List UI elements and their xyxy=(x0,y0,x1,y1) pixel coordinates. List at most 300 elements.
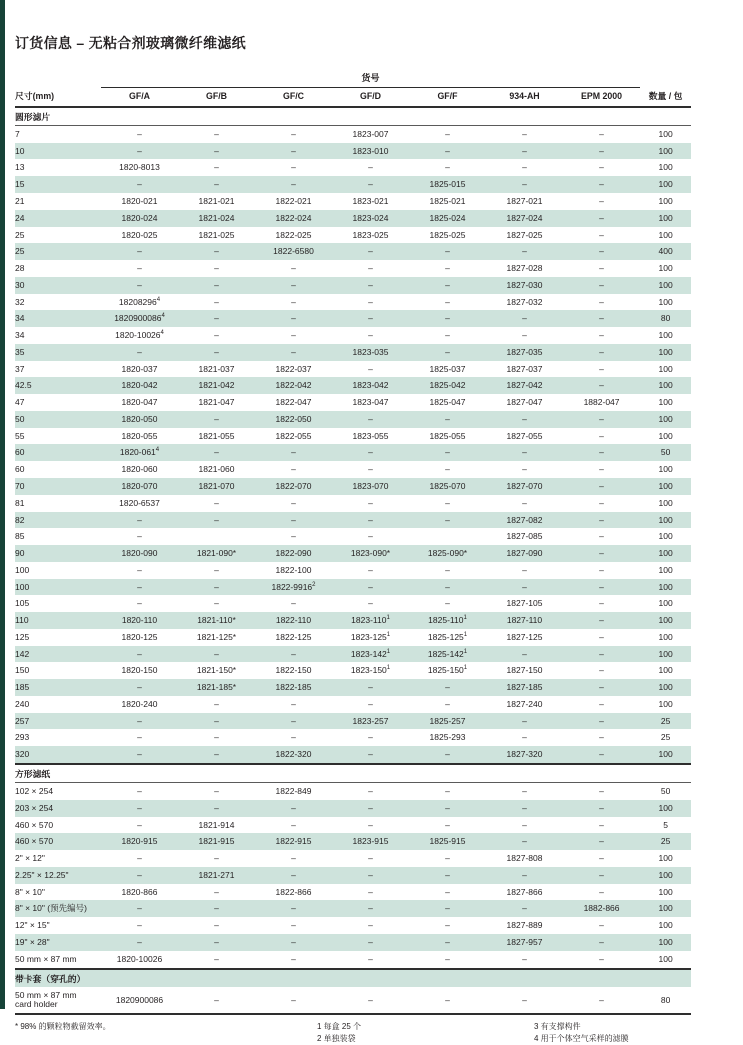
code-cell: 1827-105 xyxy=(506,598,543,609)
code-cell: 1823-021 xyxy=(352,195,389,206)
code-cell: – xyxy=(332,867,409,884)
code-cell: – xyxy=(563,176,640,193)
footnote-3: 3 有支撑构件 xyxy=(534,1022,581,1032)
code-cell: – xyxy=(563,478,640,495)
code-cell: – xyxy=(178,800,255,817)
code-cell: – xyxy=(137,819,142,830)
code-cell: 1820-070 xyxy=(101,478,178,495)
code-cell: $1823-125^1$ xyxy=(350,631,391,642)
code-cell: – xyxy=(214,698,219,709)
code-cell: – xyxy=(445,464,450,475)
qty-cell: 100 xyxy=(658,363,673,374)
code-cell: – xyxy=(291,598,296,609)
code-cell: – xyxy=(368,920,373,931)
code-cell: 1820-866 xyxy=(121,886,158,897)
code-cell: 1823-047 xyxy=(352,397,389,408)
code-cell: – xyxy=(522,464,527,475)
code-cell: – xyxy=(599,363,604,374)
code-cell: 1823-007 xyxy=(352,128,389,139)
code-cell: – xyxy=(445,953,450,964)
code-cell: 1827-957 xyxy=(486,934,563,951)
code-cell: – xyxy=(409,444,486,461)
code-cell: 1820-6537 xyxy=(119,497,160,508)
code-cell: 1821-915 xyxy=(178,833,255,850)
code-cell: 1821-055 xyxy=(198,430,235,441)
code-cell: 1823-035 xyxy=(332,344,409,361)
code-cell: 1822-050 xyxy=(255,411,332,428)
code-cell: – xyxy=(486,444,563,461)
code-cell: $1823-142^1$ xyxy=(332,646,409,663)
code-cell: – xyxy=(214,296,219,307)
code-cell: 1823-257 xyxy=(332,713,409,730)
size-cell: 60 xyxy=(15,464,25,475)
code-cell: – xyxy=(522,732,527,743)
code-cell: 1820-021 xyxy=(121,195,158,206)
code-cell: 1820-042 xyxy=(101,377,178,394)
size-cell: 125 xyxy=(15,631,30,642)
code-cell: – xyxy=(563,277,640,294)
qty-cell: 100 xyxy=(658,631,673,642)
code-cell: $1823-150^1$ xyxy=(350,665,391,676)
code-cell: 1827-042 xyxy=(486,377,563,394)
code-cell: – xyxy=(291,330,296,341)
qty-cell: 100 xyxy=(640,612,691,629)
table-row xyxy=(15,125,691,142)
code-cell: 1827-808 xyxy=(506,853,543,864)
qty-cell: 100 xyxy=(658,195,673,206)
code-cell: – xyxy=(486,867,563,884)
code-cell: – xyxy=(291,920,296,931)
code-cell: – xyxy=(178,746,255,764)
size-cell: 28 xyxy=(15,263,25,274)
code-cell: – xyxy=(409,746,486,764)
table-row xyxy=(15,143,691,160)
code-cell: – xyxy=(563,679,640,696)
column-header-gfc: GF/C xyxy=(255,88,332,107)
code-cell: – xyxy=(101,176,178,193)
code-cell: – xyxy=(291,296,296,307)
code-cell: – xyxy=(368,953,373,964)
code-cell: – xyxy=(332,310,409,327)
table-row xyxy=(15,210,691,227)
code-cell: 1827-032 xyxy=(506,296,543,307)
table-row xyxy=(15,746,691,764)
code-cell: – xyxy=(255,867,332,884)
code-cell: – xyxy=(178,444,255,461)
code-cell: 1822-024 xyxy=(255,210,332,227)
code-cell: 1827-185 xyxy=(486,679,563,696)
code-cell: – xyxy=(332,243,409,260)
size-cell: 2" × 12" xyxy=(15,853,45,864)
qty-cell: 100 xyxy=(658,531,673,542)
code-cell: – xyxy=(101,243,178,260)
section-header-row xyxy=(15,107,691,126)
code-cell: – xyxy=(409,143,486,160)
code-cell: – xyxy=(101,512,178,529)
code-cell: – xyxy=(522,330,527,341)
qty-cell: 50 xyxy=(660,786,671,797)
code-cell: – xyxy=(368,330,373,341)
footnote-1: 1 每盒 25 个 xyxy=(317,1022,362,1032)
code-cell: – xyxy=(445,994,450,1005)
code-cell: – xyxy=(368,531,373,542)
table-row xyxy=(15,377,691,394)
table-row xyxy=(15,193,691,210)
size-cell: 102 × 254 xyxy=(15,786,54,797)
table-row xyxy=(15,528,691,545)
table-row xyxy=(15,783,691,800)
code-cell xyxy=(178,528,255,545)
code-cell: – xyxy=(486,411,563,428)
code-cell: $1823-110^1$ xyxy=(332,612,409,629)
table-row xyxy=(15,260,691,277)
code-cell: – xyxy=(599,853,604,864)
code-cell: – xyxy=(599,564,604,575)
code-cell: 1821-914 xyxy=(198,819,235,830)
footnote-4: 4 用于个体空气采样的滤膜 xyxy=(534,1034,629,1044)
qty-cell: 100 xyxy=(640,377,691,394)
size-cell: 50 mm × 87 mm xyxy=(15,953,77,964)
table-row xyxy=(15,495,691,512)
code-cell: 1823-024 xyxy=(332,210,409,227)
code-cell: 1821-025 xyxy=(198,229,235,240)
code-cell: – xyxy=(563,746,640,764)
code-cell: 1820-240 xyxy=(121,698,158,709)
code-cell: – xyxy=(368,464,373,475)
code-cell: 1820-10026$^4$ xyxy=(115,330,164,341)
code-cell: 1821-042 xyxy=(178,377,255,394)
qty-cell: 100 xyxy=(640,934,691,951)
table-row xyxy=(15,461,691,478)
qty-cell: 25 xyxy=(660,732,671,743)
code-cell: – xyxy=(255,176,332,193)
code-cell: – xyxy=(599,598,604,609)
code-cell: – xyxy=(101,679,178,696)
code-cell: 1821-070 xyxy=(178,478,255,495)
code-cell: – xyxy=(445,853,450,864)
size-cell: 185 xyxy=(15,679,101,696)
size-cell: 460 × 570 xyxy=(15,833,101,850)
code-cell: – xyxy=(368,886,373,897)
column-header-row xyxy=(15,88,691,107)
size-cell: 82 xyxy=(15,512,101,529)
table-row xyxy=(15,987,691,1015)
code-cell: – xyxy=(178,243,255,260)
code-cell: – xyxy=(214,732,219,743)
code-cell: – xyxy=(214,853,219,864)
size-cell: 12" × 15" xyxy=(15,920,50,931)
size-cell: 42.5 xyxy=(15,377,101,394)
code-cell: – xyxy=(291,464,296,475)
qty-cell: 100 xyxy=(658,397,673,408)
code-cell: 1825-090* xyxy=(409,545,486,562)
code-cell: – xyxy=(291,698,296,709)
table-row xyxy=(15,545,691,562)
code-cell: $1825-142^1$ xyxy=(409,646,486,663)
size-cell: 257 xyxy=(15,713,101,730)
code-cell: – xyxy=(178,713,255,730)
code-cell: 1827-110 xyxy=(486,612,563,629)
code-cell: 1822-037 xyxy=(275,363,312,374)
size-cell: 105 xyxy=(15,598,30,609)
code-cell: – xyxy=(563,210,640,227)
code-cell: – xyxy=(599,994,604,1005)
code-cell: – xyxy=(445,698,450,709)
code-cell: – xyxy=(445,598,450,609)
code-cell: – xyxy=(214,994,219,1005)
code-cell: – xyxy=(563,545,640,562)
qty-cell: 100 xyxy=(640,210,691,227)
code-cell: – xyxy=(486,900,563,917)
code-cell: – xyxy=(214,330,219,341)
code-cell: – xyxy=(255,713,332,730)
size-cell: 24 xyxy=(15,210,101,227)
code-cell: – xyxy=(563,579,640,596)
code-cell: – xyxy=(255,344,332,361)
code-cell: – xyxy=(101,713,178,730)
code-cell: 1827-866 xyxy=(506,886,543,897)
qty-cell: 100 xyxy=(658,263,673,274)
code-cell: – xyxy=(409,800,486,817)
section-label: 圆形滤片 xyxy=(15,107,691,126)
code-cell: – xyxy=(214,564,219,575)
column-header-qty: 数量 / 包 xyxy=(640,88,691,107)
code-cell: – xyxy=(137,853,142,864)
size-cell: 203 × 254 xyxy=(15,800,101,817)
qty-cell: 100 xyxy=(640,478,691,495)
code-cell: 1823-055 xyxy=(352,430,389,441)
table-row xyxy=(15,729,691,746)
code-cell: – xyxy=(332,934,409,951)
table-row xyxy=(15,713,691,730)
code-cell: – xyxy=(599,886,604,897)
code-cell: – xyxy=(486,833,563,850)
table-row xyxy=(15,310,691,327)
code-cell: 1822-070 xyxy=(255,478,332,495)
code-cell: – xyxy=(409,679,486,696)
code-cell: 1822-849 xyxy=(275,786,312,797)
code-cell: – xyxy=(563,800,640,817)
footnote-2: 2 单独装袋 xyxy=(317,1034,356,1044)
code-cell: – xyxy=(486,646,563,663)
code-cell: 1825-293 xyxy=(429,732,466,743)
qty-cell: 100 xyxy=(658,598,673,609)
size-cell: 320 xyxy=(15,746,101,764)
code-cell: – xyxy=(563,713,640,730)
code-cell: – xyxy=(255,143,332,160)
code-cell: – xyxy=(486,713,563,730)
code-cell: 1827-082 xyxy=(486,512,563,529)
code-cell: 1825-021 xyxy=(429,195,466,206)
code-cell: 1822-110 xyxy=(255,612,332,629)
code-cell: 1827-070 xyxy=(486,478,563,495)
code-cell: – xyxy=(522,819,527,830)
code-cell: 1821-024 xyxy=(178,210,255,227)
code-cell: – xyxy=(368,994,373,1005)
table-row xyxy=(15,277,691,294)
code-cell: 1825-015 xyxy=(409,176,486,193)
table-row xyxy=(15,428,691,445)
code-cell: – xyxy=(137,732,142,743)
section-header-row xyxy=(15,969,691,987)
code-cell: – xyxy=(332,444,409,461)
code-cell: – xyxy=(409,243,486,260)
code-cell: – xyxy=(255,900,332,917)
size-cell: 34 xyxy=(15,330,25,341)
qty-cell: 400 xyxy=(640,243,691,260)
code-cell: – xyxy=(368,564,373,575)
code-cell: – xyxy=(599,786,604,797)
code-cell: – xyxy=(563,646,640,663)
footnote-column-middle xyxy=(317,1021,534,1045)
footnote-asterisk: * 98% 的颗粒物截留效率。 xyxy=(15,1022,111,1032)
table-row xyxy=(15,595,691,612)
qty-cell: 100 xyxy=(640,512,691,529)
qty-cell: 100 xyxy=(658,853,673,864)
size-cell: 2.25" × 12.25" xyxy=(15,867,101,884)
size-cell: 8" × 10" xyxy=(15,886,45,897)
qty-cell: 25 xyxy=(640,713,691,730)
code-cell: 1825-025 xyxy=(429,229,466,240)
code-cell: 1820-150 xyxy=(121,665,158,676)
size-cell: 47 xyxy=(15,397,25,408)
code-cell: – xyxy=(409,512,486,529)
code-cell: 1821-125* xyxy=(196,631,237,642)
size-cell: 293 xyxy=(15,732,30,743)
code-cell: – xyxy=(368,296,373,307)
table-row xyxy=(15,361,691,378)
table-row xyxy=(15,817,691,834)
table-row xyxy=(15,900,691,917)
code-cell: 1825-915 xyxy=(409,833,486,850)
code-cell: – xyxy=(599,953,604,964)
table-row xyxy=(15,934,691,951)
code-cell: 18208296$^4$ xyxy=(118,296,161,307)
code-cell: – xyxy=(178,143,255,160)
size-cell: 35 xyxy=(15,344,101,361)
qty-cell: 100 xyxy=(658,497,673,508)
qty-cell: 80 xyxy=(640,310,691,327)
code-cell: – xyxy=(214,886,219,897)
qty-cell: 100 xyxy=(640,646,691,663)
table-row xyxy=(15,327,691,344)
table-row xyxy=(15,394,691,411)
code-cell: – xyxy=(486,310,563,327)
qty-cell: 100 xyxy=(640,344,691,361)
code-cell: – xyxy=(486,800,563,817)
section-label: 方形滤纸 xyxy=(15,764,691,783)
code-cell: 1827-030 xyxy=(486,277,563,294)
code-cell: $1825-150^1$ xyxy=(427,665,468,676)
code-cell: – xyxy=(178,277,255,294)
code-cell: – xyxy=(137,920,142,931)
qty-cell: 100 xyxy=(640,411,691,428)
code-cell: 1821-037 xyxy=(198,363,235,374)
code-cell: 1827-085 xyxy=(506,531,543,542)
code-cell: – xyxy=(445,886,450,897)
code-cell: – xyxy=(291,162,296,173)
table-row xyxy=(15,512,691,529)
code-cell: 1822-025 xyxy=(275,229,312,240)
code-cell: 1827-150 xyxy=(506,665,543,676)
code-cell: – xyxy=(599,263,604,274)
code-cell: – xyxy=(563,243,640,260)
code-cell: – xyxy=(486,579,563,596)
code-cell: 1823-010 xyxy=(332,143,409,160)
table-row xyxy=(15,444,691,461)
code-cell: – xyxy=(409,344,486,361)
code-cell: – xyxy=(522,162,527,173)
qty-cell: 100 xyxy=(658,886,673,897)
code-cell: – xyxy=(332,579,409,596)
code-cell: 1821-185* xyxy=(178,679,255,696)
table-row xyxy=(15,662,691,679)
qty-cell: 100 xyxy=(640,900,691,917)
code-cell: – xyxy=(255,512,332,529)
code-cell: – xyxy=(178,512,255,529)
size-cell: 81 xyxy=(15,497,25,508)
size-cell: 60 xyxy=(15,444,101,461)
code-cell: 1821-090* xyxy=(178,545,255,562)
code-cell: – xyxy=(445,497,450,508)
size-cell: 70 xyxy=(15,478,101,495)
code-cell: – xyxy=(563,867,640,884)
code-cell: 1820-037 xyxy=(121,363,158,374)
code-cell: – xyxy=(522,128,527,139)
code-cell: – xyxy=(368,853,373,864)
code-cell: – xyxy=(599,732,604,743)
column-header-gfb: GF/B xyxy=(178,88,255,107)
table-row xyxy=(15,344,691,361)
column-header-gfa: GF/A xyxy=(101,88,178,107)
code-cell: 1821-060 xyxy=(198,464,235,475)
code-cell: 1825-055 xyxy=(429,430,466,441)
table-row xyxy=(15,562,691,579)
code-cell: 1820-024 xyxy=(101,210,178,227)
size-cell: 34 xyxy=(15,310,101,327)
code-cell: – xyxy=(445,162,450,173)
code-cell: – xyxy=(291,994,296,1005)
code-cell: – xyxy=(599,698,604,709)
code-cell: – xyxy=(409,277,486,294)
size-cell: 240 xyxy=(15,698,30,709)
size-cell: 25 xyxy=(15,229,25,240)
qty-cell: 100 xyxy=(658,698,673,709)
size-cell: 30 xyxy=(15,277,101,294)
size-cell: 150 xyxy=(15,665,30,676)
table-row xyxy=(15,884,691,901)
footnote-column-left xyxy=(15,1021,317,1045)
code-cell: – xyxy=(445,920,450,931)
code-cell: 1827-125 xyxy=(506,631,543,642)
footnotes xyxy=(15,1021,693,1045)
code-cell: – xyxy=(137,598,142,609)
code-cell: 1825-047 xyxy=(429,397,466,408)
code-cell: – xyxy=(101,143,178,160)
qty-cell: 100 xyxy=(658,665,673,676)
size-cell: 55 xyxy=(15,430,25,441)
code-cell: $1825-110^1$ xyxy=(409,612,486,629)
code-cell: – xyxy=(599,162,604,173)
code-cell: – xyxy=(332,176,409,193)
code-cell: 1822-055 xyxy=(275,430,312,441)
size-cell: 90 xyxy=(15,545,101,562)
size-cell: 110 xyxy=(15,612,101,629)
code-cell: – xyxy=(178,900,255,917)
code-cell: – xyxy=(332,512,409,529)
code-cell: 1825-257 xyxy=(409,713,486,730)
code-cell: 1820900086$^4$ xyxy=(101,310,178,327)
